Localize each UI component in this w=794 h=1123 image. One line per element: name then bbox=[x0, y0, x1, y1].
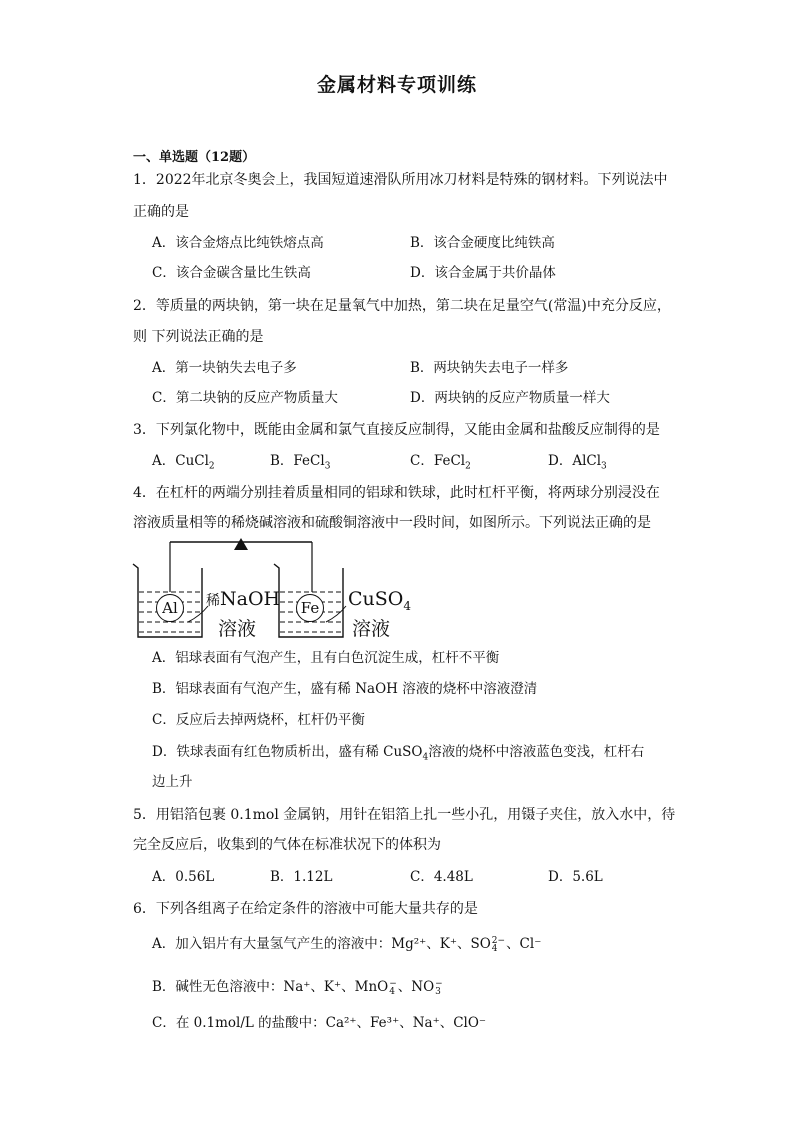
cuso4-solution-label: 溶液 bbox=[352, 618, 391, 640]
q4-option-c: C．反应后去掉两烧杯，杠杆仍平衡 bbox=[152, 712, 365, 728]
q1-option-b: B．该合金硬度比纯铁高 bbox=[410, 235, 555, 251]
q5-option-a: A．0.56L bbox=[152, 869, 215, 885]
q2-option-c: C．第二块钠的反应产物质量大 bbox=[152, 390, 338, 406]
naoh-solution-label: 溶液 bbox=[218, 618, 257, 640]
q2-stem-line1: 2．等质量的两块钠，第一块在足量氧气中加热，第二块在足量空气(常温)中充分反应， bbox=[133, 298, 671, 314]
q6-option-b-text: B．碱性无色溶液中：Na⁺、K⁺、MnO bbox=[152, 979, 389, 995]
q3-stem: 3．下列氯化物中，既能由金属和氯气直接反应制得，又能由金属和盐酸反应制得的是 bbox=[133, 422, 660, 438]
q6-option-b-nitrate-charge: − 3 bbox=[435, 978, 443, 997]
q4-stem-line1: 4．在杠杆的两端分别挂着质量相同的铝球和铁球，此时杠杆平衡，将两球分别浸没在 bbox=[133, 485, 660, 501]
iron-ball: Fe bbox=[296, 594, 324, 622]
q1-option-d: D．该合金属于共价晶体 bbox=[410, 265, 556, 281]
q4-option-b: B．铝球表面有气泡产生，盛有稀 NaOH 溶液的烧杯中溶液澄清 bbox=[152, 681, 538, 697]
q3-option-a-sub: 2 bbox=[208, 461, 215, 472]
q4-option-a: A．铝球表面有气泡产生，且有白色沉淀生成，杠杆不平衡 bbox=[152, 650, 500, 666]
q3-option-c bbox=[410, 451, 471, 471]
q3-option-b-sub: 3 bbox=[324, 461, 331, 472]
q4-option-d-line2: 边上升 bbox=[152, 774, 193, 790]
cuso4-sub: 4 bbox=[403, 598, 412, 613]
q4-option-d-post: 溶液的烧杯中溶液蓝色变浅，杠杆右 bbox=[428, 744, 645, 760]
cuso4-formula: CuSO bbox=[348, 588, 404, 610]
q2-option-b: B．两块钠失去电子一样多 bbox=[410, 360, 569, 376]
cuso4-label bbox=[348, 588, 412, 613]
q5-option-b: B．1.12L bbox=[270, 869, 333, 885]
q1-stem-line1: 1．2022年北京冬奥会上，我国短道速滑队所用冰刀材料是特殊的钢材料。下列说法中 bbox=[133, 172, 668, 188]
q6-option-a-tail: 、Cl⁻ bbox=[506, 936, 542, 952]
q6-option-b bbox=[152, 977, 444, 997]
q3-option-d bbox=[548, 451, 607, 471]
q5-stem-line2: 完全反应后，收集到的气体在标准状况下的体积为 bbox=[133, 837, 441, 853]
q6-option-b-permanganate-charge: − 4 bbox=[389, 978, 397, 997]
q3-option-b bbox=[270, 451, 330, 471]
page-title: 金属材料专项训练 bbox=[316, 74, 477, 96]
q5-stem-line1: 5．用铝箔包裹 0.1mol 金属钠，用针在铝箔上扎一些小孔，用镊子夹住，放入水中，待 bbox=[133, 807, 676, 823]
q1-option-c: C．该合金碳含量比生铁高 bbox=[152, 265, 311, 281]
q3-option-a-text: A．CuCl bbox=[152, 453, 209, 469]
naoh-formula: NaOH bbox=[220, 588, 281, 610]
q6-stem: 6．下列各组离子在给定条件的溶液中可能大量共存的是 bbox=[133, 901, 478, 917]
q3-option-c-text: C．FeCl bbox=[410, 453, 466, 469]
q2-option-d: D．两块钠的反应产物质量一样大 bbox=[410, 390, 610, 406]
q2-option-a: A．第一块钠失去电子多 bbox=[152, 360, 297, 376]
section-heading: 一、单选题（12题） bbox=[133, 150, 256, 165]
q4-stem-line2: 溶液质量相等的稀烧碱溶液和硫酸铜溶液中一段时间，如图所示。下列说法正确的是 bbox=[133, 515, 651, 531]
q5-option-d: D．5.6L bbox=[548, 869, 603, 885]
q6-option-b-mid: 、NO bbox=[397, 979, 435, 995]
q3-option-c-sub: 2 bbox=[465, 461, 471, 472]
q6-option-a-text: A．加入铝片有大量氢气产生的溶液中：Mg²⁺、K⁺、SO bbox=[152, 936, 491, 952]
q1-option-a: A．该合金熔点比纯铁熔点高 bbox=[152, 235, 324, 251]
aluminum-ball: Al bbox=[156, 594, 184, 622]
q6-option-a bbox=[152, 934, 541, 954]
q3-option-d-sub: 3 bbox=[601, 461, 607, 472]
q6-option-a-sulfate-charge: 2− 4 bbox=[491, 935, 506, 954]
naoh-label bbox=[206, 588, 280, 610]
q4-option-d-pre: D．铁球表面有红色物质析出，盛有稀 CuSO bbox=[152, 744, 423, 760]
q5-option-c: C．4.48L bbox=[410, 869, 473, 885]
q1-stem-line2: 正确的是 bbox=[133, 204, 189, 220]
q4-option-d-sub: 4 bbox=[422, 752, 429, 763]
lever-beaker-figure bbox=[130, 532, 410, 644]
fulcrum-icon bbox=[234, 538, 248, 550]
q4-option-d bbox=[152, 742, 644, 762]
q3-option-a bbox=[152, 451, 215, 471]
q6-option-c: C．在 0.1mol/L 的盐酸中：Ca²⁺、Fe³⁺、Na⁺、ClO⁻ bbox=[152, 1015, 487, 1031]
q3-option-b-text: B．FeCl bbox=[270, 453, 325, 469]
q3-option-d-text: D．AlCl bbox=[548, 453, 602, 469]
q2-stem-line2: 则 下列说法正确的是 bbox=[133, 329, 264, 345]
naoh-prefix: 稀 bbox=[206, 593, 220, 609]
